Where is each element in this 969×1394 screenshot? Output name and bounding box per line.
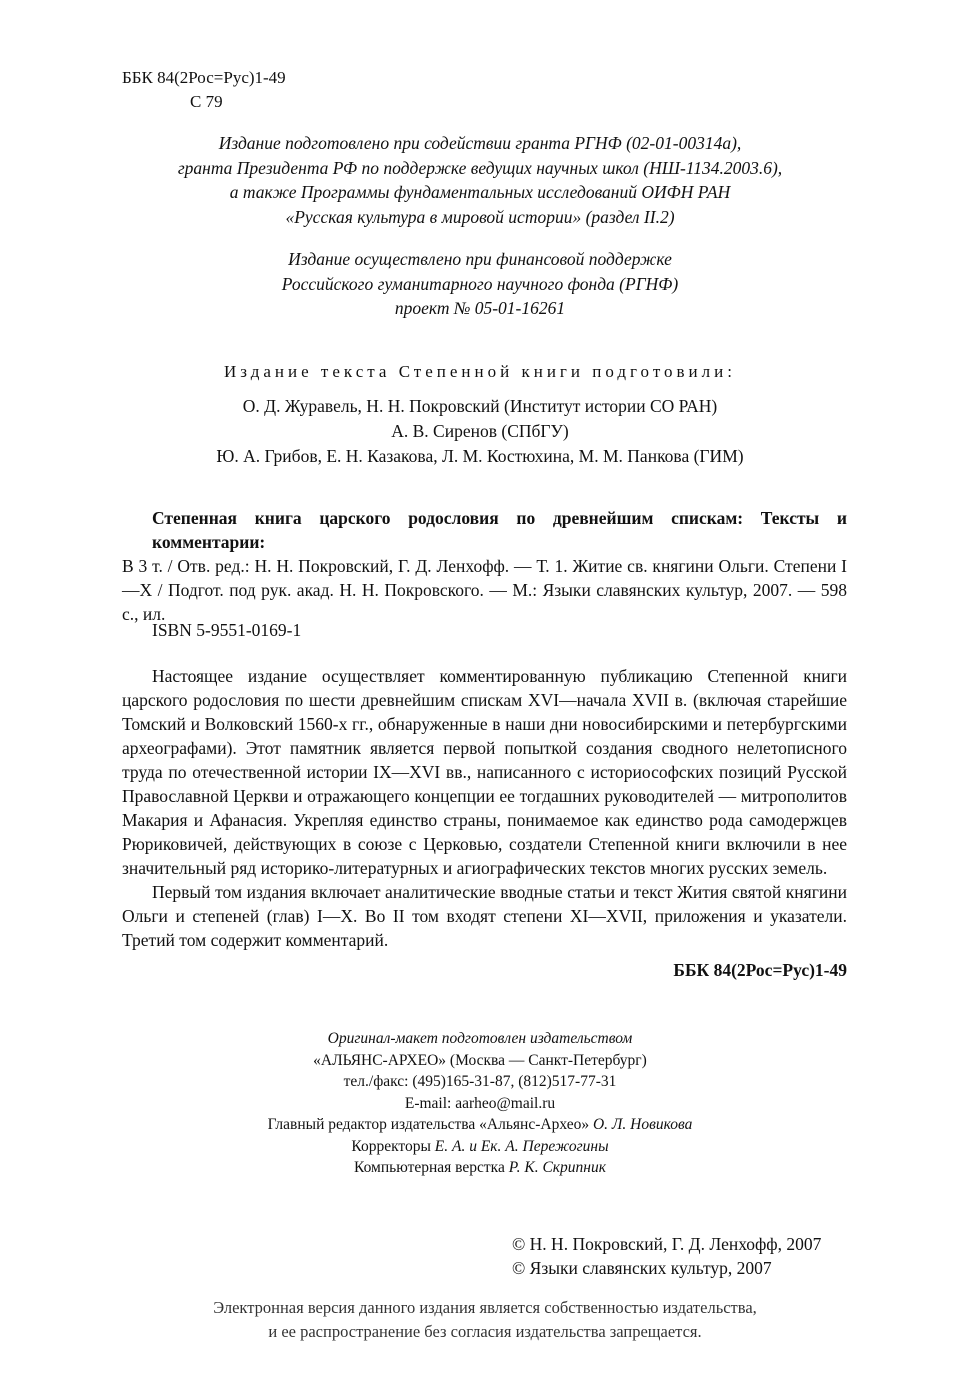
copyright [512,1232,821,1280]
abstract-paragraph: Настоящее издание осуществляет комментированную публикацию Степенной книги царского родословия по шести древнейшим спискам XVI—начала XVII в. (включая старейшие Томский и Волковский 1560-х гг., обнаруженные в наши дни новосибирскими и петербургскими археографами). Этот памятник является первой попыткой создания сводного нелетописного труда по отечественной истории IX—XVI вв., написанного с историософских позиций Русской Православной Церкви и отражающего концепции ее тогдашних руководителей — митрополитов Макария и Афанасия. Укрепляя единство страны, понимаемое как единство рода самодержцев Рюриковичей, действующих в союзе с Церковью, создатели Степенной книги включили в нее значительный ряд историко-литературных и агиографических текстов многих русских земель. [122,666,847,878]
copyright-line: © Н. Н. Покровский, Г. Д. Ленхофф, 2007 [512,1234,822,1254]
book-description: В 3 т. / Отв. ред.: Н. Н. Покровский, Г. Д. Ленхофф. — Т. 1. Житие св. княгини Ольги. Степени I—X / Подгот. под рук. акад. Н. Н. Покровского. — М.: Языки славянских культур, 2007. — 598 с., ил. [122,556,847,624]
chief-editor [100,1114,860,1136]
abstract [122,664,847,952]
correctors-label: Корректоры [351,1137,431,1155]
publisher-email: E-mail: aarheo@mail.ru [404,1094,556,1112]
correctors-names: Е. А. и Ек. А. Пережогины [434,1137,609,1155]
bbk-code: ББК 84(2Рос=Рус)1-49 [122,68,286,87]
chief-editor-label: Главный редактор издательства «Альянс-Архео» [267,1116,590,1133]
layout-credit [100,1157,860,1179]
publisher-name: «АЛЬЯНС-АРХЕО» (Москва — Санкт-Петербург) [313,1051,647,1069]
editors-line: Ю. А. Грибов, Е. Н. Казакова, Л. М. Костюхина, М. М. Панкова (ГИМ) [216,446,744,466]
grants-line: гранта Президента РФ по поддержке ведущих научных школ (НШ-1134.2003.6), [177,157,783,178]
layout-name: Р. К. Скрипник [508,1159,606,1176]
bbk-code-bottom: ББК 84(2Рос=Рус)1-49 [673,960,847,980]
notice-line: Электронная версия данного издания является собственностью издательства, [213,1298,757,1317]
grants-line: Издание подготовлено при содействии гранта РГНФ (02-01-00314а), [218,133,742,153]
editors-list [100,394,860,469]
funding-line: проект № 05-01-16261 [394,298,566,318]
correctors [100,1136,860,1158]
author-sign: С 79 [190,92,223,111]
funding-note [100,247,860,321]
electronic-version-notice [100,1296,870,1344]
chief-editor-name: О. Л. Новикова [592,1116,693,1133]
copyright-line: © Языки славянских культур, 2007 [512,1258,772,1278]
bbk-code-top [122,66,286,114]
publisher-info [100,1028,860,1179]
layout-label: Компьютерная верстка [354,1159,505,1176]
funding-line: Российского гуманитарного научного фонда (РГНФ) [281,273,679,294]
book-title: Степенная книга царского родословия по древнейшим спискам: Тексты и комментарии: [152,508,847,552]
bibliographic-record [122,506,847,626]
grants-line: «Русская культура в мировой истории» (раздел II.2) [285,206,675,227]
grants-line: а также Программы фундаментальных исследований ОИФН РАН [229,182,731,202]
editors-line: А. В. Сиренов (СПбГУ) [391,421,569,441]
grants-note [100,131,860,229]
publisher-phone: тел./факс: (495)165-31-87, (812)517-77-31 [343,1073,617,1090]
editors-heading: Издание текста Степенной книги подготовили: [224,362,736,381]
funding-line: Издание осуществлено при финансовой поддержке [288,249,672,269]
notice-line: и ее распространение без согласия издательства запрещается. [268,1322,702,1341]
isbn: ISBN 5-9551-0169-1 [152,620,302,640]
editors-line: О. Д. Журавель, Н. Н. Покровский (Институт истории СО РАН) [242,396,718,416]
publisher-note: Оригинал-макет подготовлен издательством [327,1030,633,1047]
abstract-paragraph: Первый том издания включает аналитические вводные статьи и текст Жития святой княгини Ольги и степеней (глав) I—X. Во II том входят степени XI—XVII, приложения и указатели. Третий том содержит комментарий. [122,882,847,950]
